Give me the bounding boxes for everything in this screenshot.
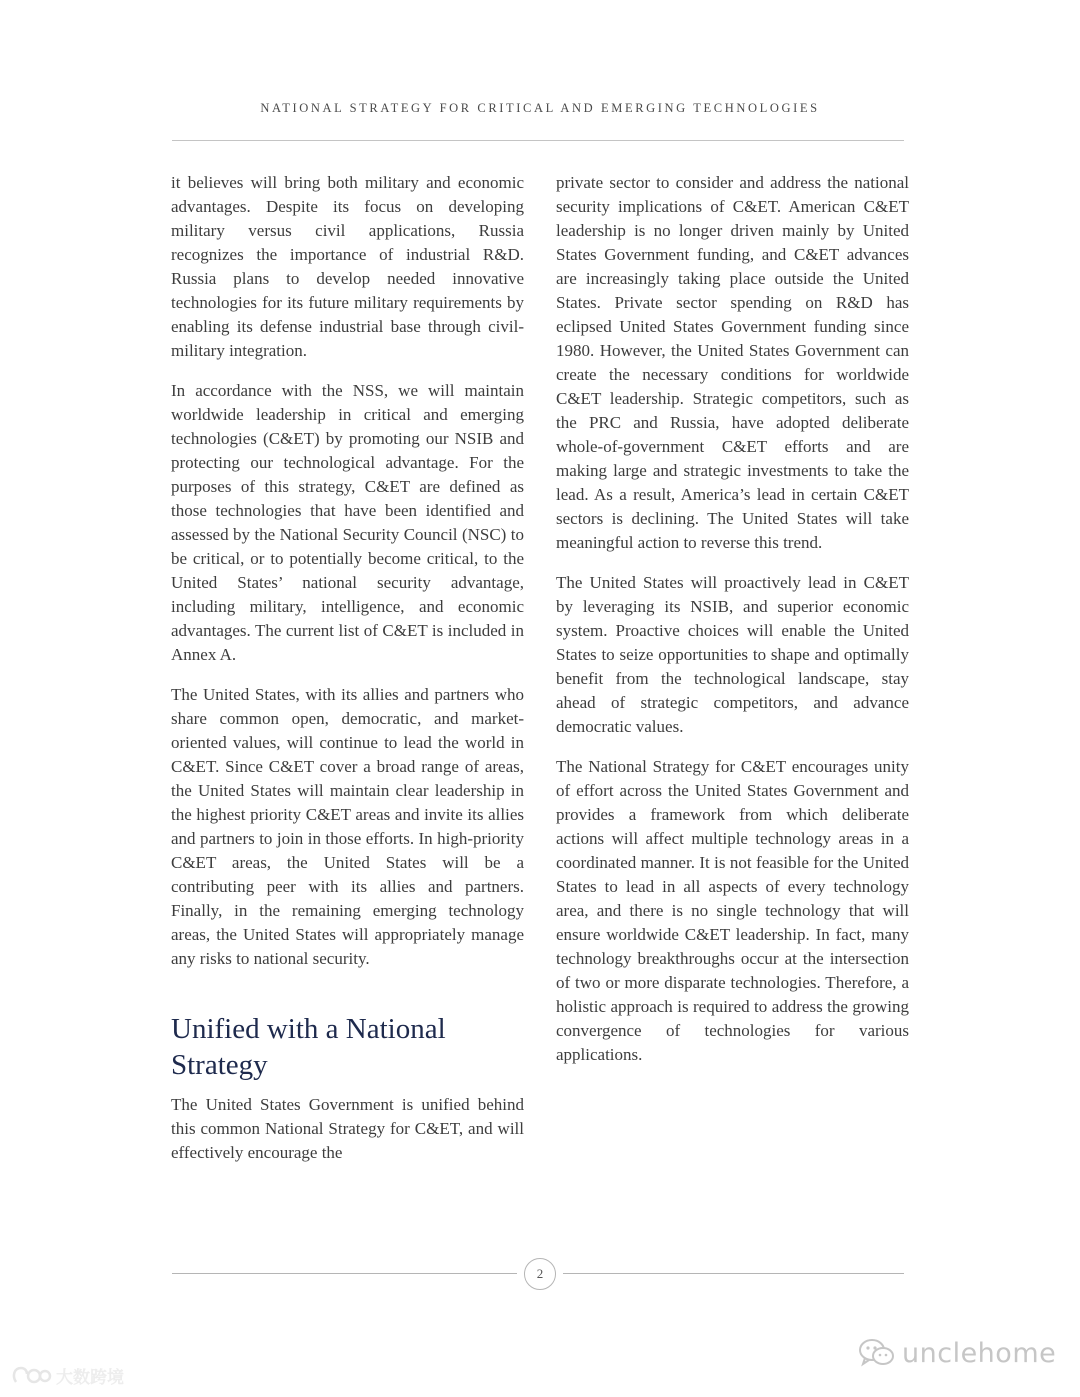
watermark-right-text: unclehome	[902, 1337, 1057, 1369]
page-number: 2	[524, 1258, 556, 1290]
header-divider	[172, 140, 904, 141]
left-paragraph-3: The United States, with its allies and partners who share common open, democratic, and market-oriented values, will continue to lead the world in C&ET. Since C&ET cover a broad range of areas, the United States will maintain clear leadership in the highest priority C&ET areas and invite its allies and partners to join in those efforts. In high-priority C&ET areas, the United States will be a contributing peer with its allies and partners. Finally, in the remaining emerging technology areas, the United States will appropriately manage any risks to national security.	[171, 685, 524, 968]
right-paragraph-3: The National Strategy for C&ET encourages unity of effort across the United States Government and provides a framework from which deliberate actions will affect multiple technology areas in a coordinated manner. It is not feasible for the United States to lead in all aspects of every technology area, and there is no single technology that will ensure worldwide C&ET leadership. In fact, many technology breakthroughs occur at the intersection of two or more disparate technologies. Therefore, a holistic approach is required to address the growing convergence of technologies for various applications.	[556, 757, 909, 1064]
section-heading: Unified with a National Strategy	[171, 1013, 446, 1081]
right-column	[556, 171, 909, 1083]
watermark-left-text: 大数跨境	[56, 1367, 124, 1388]
left-paragraph-1: it believes will bring both military and economic advantages. Despite its focus on developing military versus civil applications, Russia recognizes the importance of industrial R&D. Russia plans to develop needed innovative technologies for its future military requirements by enabling its defense industrial base through civil-military integration.	[171, 173, 524, 360]
left-column	[171, 171, 524, 1165]
logo-icon	[10, 1364, 52, 1386]
wechat-icon	[858, 1337, 896, 1369]
running-header: NATIONAL STRATEGY FOR CRITICAL AND EMERGING TECHNOLOGIES	[260, 101, 820, 115]
watermark-right	[858, 1334, 1056, 1372]
left-closing-paragraph: The United States Government is unified behind this common National Strategy for C&ET, and will effectively encourage the	[171, 1095, 524, 1162]
watermark-left	[10, 1363, 124, 1387]
right-paragraph-1: private sector to consider and address the national security implications of C&ET. American C&ET leadership is no longer driven mainly by United States Government funding, and C&ET advances are increasingly taking place outside the United States. Private sector spending on R&D has eclipsed United States Government funding since 1980. However, the United States Government can create the necessary conditions for worldwide C&ET leadership. Strategic competitors, such as the PRC and Russia, have adopted deliberate whole-of-government C&ET efforts and are making large and strategic investments to take the lead. As a result, America’s lead in certain C&ET sectors is declining. The United States will take meaningful action to reverse this trend.	[556, 173, 909, 552]
left-paragraph-2: In accordance with the NSS, we will maintain worldwide leadership in critical and emerging technologies (C&ET) by promoting our NSIB and protecting our technological advantage. For the purposes of this strategy, C&ET are defined as those technologies that have been identified and assessed by the National Security Council (NSC) to be critical, or to potentially become critical, to the United States’ national security advantage, including military, intelligence, and economic advantages. The current list of C&ET is included in Annex A.	[171, 381, 524, 664]
footer-divider-left	[172, 1273, 517, 1274]
footer-divider-right	[563, 1273, 904, 1274]
right-paragraph-2: The United States will proactively lead in C&ET by leveraging its NSIB, and superior economic system. Proactive choices will enable the United States to seize opportunities to shape and optimally benefit from the technological landscape, stay ahead of strategic competitors, and advance democratic values.	[556, 573, 909, 736]
